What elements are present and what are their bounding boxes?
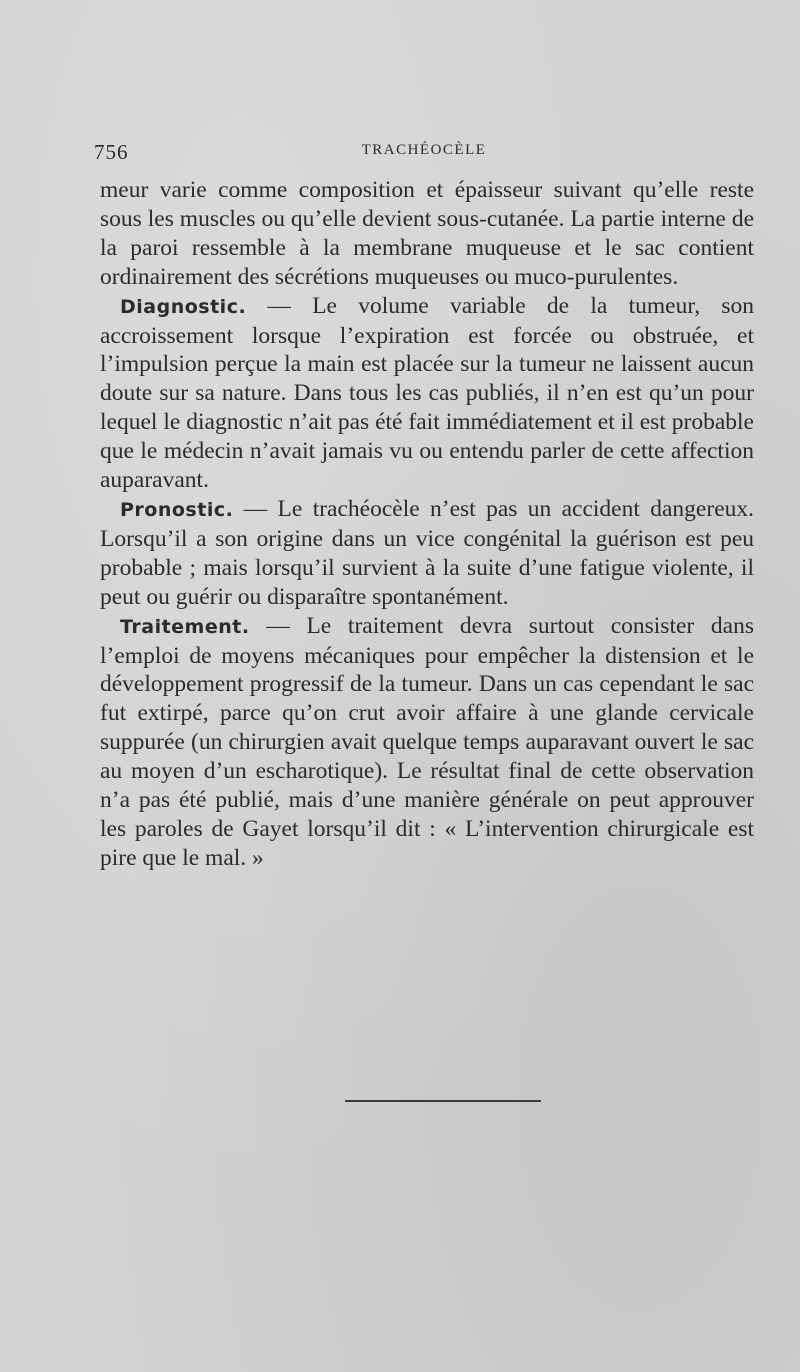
treatment-paragraph [100, 612, 754, 873]
treatment-text: — Le traitement devra surtout consister dans l’emploi de moyens mécaniques pour empêcher la distension et le développement progressif de la tumeur. Dans un cas cependant le sac fut extirpé, parce qu’on crut avoir affaire à une glande cervicale suppurée (un chirurgien avait quelque temps auparavant ouvert le sac au moyen d’un escharotique). Le résultat final de cette observation n’a pas été publié, mais d’une manière générale on peut approuver les paroles de Gayet lorsqu’il dit : « L’intervention chirurgicale est pire que le mal. » [100, 612, 754, 871]
prognosis-heading: Pronostic. [120, 498, 234, 521]
page-number: 756 [94, 140, 129, 164]
diagnostic-paragraph [100, 292, 754, 495]
running-head [94, 140, 754, 164]
treatment-heading: Traitement. [120, 615, 250, 638]
prognosis-paragraph [100, 495, 754, 612]
running-title: TRACHÉOCÈLE [361, 142, 487, 158]
intro-paragraph: meur varie comme composition et épaisseur suivant qu’elle reste sous les muscles ou qu’elle devient sous-cutanée. La partie interne de la paroi ressemble à la membrane muqueuse et le sac contient ordinairement des sécrétions muqueuses ou muco-purulentes. [100, 177, 754, 290]
diagnostic-text: — Le volume variable de la tumeur, son accroissement lorsque l’expiration est forcée ou obstruée, et l’impulsion perçue la main est placée sur la tumeur ne laissent aucun doute sur sa nature. Dans tous les cas publiés, il n’en est qu’un pour lequel le diagnostic n’ait pas été fait immédiatement et il est probable que le médecin n’avait jamais vu ou entendu parler de cette affection auparavant. [100, 292, 754, 494]
prognosis-text: — Le trachéocèle n’est pas un accident dangereux. Lorsqu’il a son origine dans un vice congénital la guérison est peu probable ; mais lorsqu’il survient à la suite d’une fatigue violente, il peut ou guérir ou disparaître spontanément. [100, 495, 754, 610]
diagnostic-heading: Diagnostic. [120, 295, 247, 318]
body-text [100, 176, 754, 873]
end-rule [345, 1100, 541, 1102]
